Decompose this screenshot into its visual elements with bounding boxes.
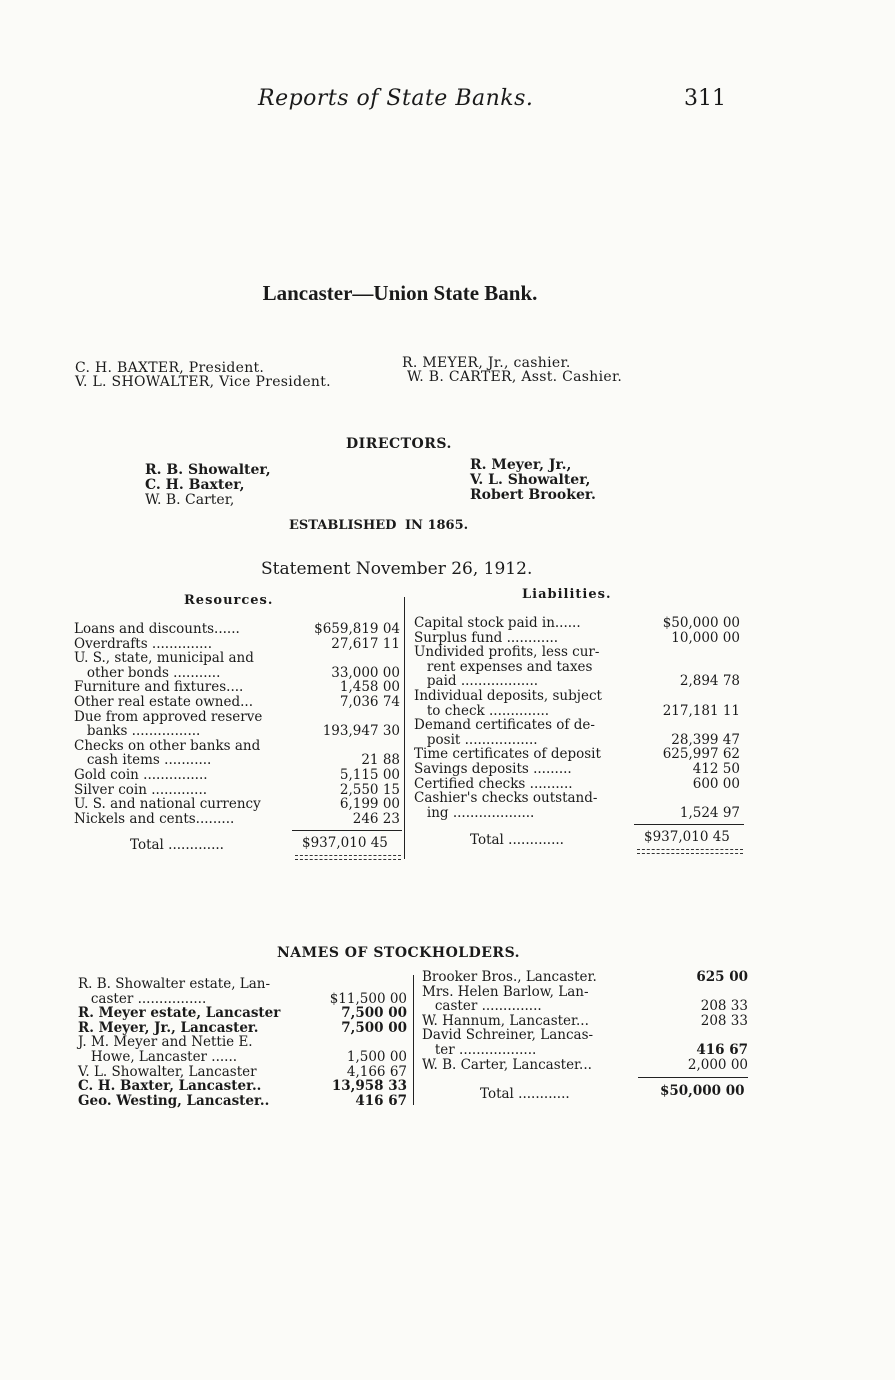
amount-cell: 5,115 00	[339, 766, 400, 783]
label-cell: J. M. Meyer and Nettie E.	[78, 1034, 253, 1051]
established-line	[289, 518, 468, 533]
stockholder-row	[78, 977, 409, 992]
label-cell: Overdrafts ..............	[74, 635, 212, 652]
stockholders-total-amount: $50,000 00	[660, 1083, 745, 1099]
stockholder-row	[422, 999, 752, 1014]
amount-cell: 217,181 11	[662, 702, 740, 719]
amount-cell: 13,958 33	[331, 1078, 407, 1095]
amount-cell: 4,166 67	[346, 1063, 407, 1080]
label-cell: W. B. Carter, Lancaster...	[422, 1056, 592, 1073]
resources-sum-rule	[292, 830, 402, 831]
amount-cell: 6,199 00	[339, 796, 400, 813]
liabilities-total-double-rule	[637, 849, 743, 854]
amount-cell: 1,500 00	[346, 1048, 407, 1065]
amount-cell: 2,894 78	[679, 673, 740, 690]
stockholder-row	[422, 1028, 752, 1043]
amount-cell: 27,617 11	[331, 635, 400, 652]
amount-cell: 10,000 00	[671, 629, 740, 646]
liabilities-heading: Liabilities.	[522, 587, 612, 602]
resource-row	[74, 695, 404, 710]
amount-cell: 21 88	[361, 752, 400, 769]
amount-cell: 208 33	[700, 1012, 748, 1029]
label-cell: R. Meyer estate, Lancaster	[78, 1005, 281, 1022]
label-cell: Checks on other banks and	[74, 737, 261, 754]
label-cell: Certified checks ..........	[414, 775, 573, 792]
resource-row	[74, 724, 404, 739]
resource-row	[74, 680, 404, 695]
stockholder-row	[78, 1065, 409, 1080]
label-cell: Nickels and cents.........	[74, 810, 235, 827]
label-cell: Undivided profits, less cur-	[414, 644, 600, 661]
liability-row	[414, 616, 744, 631]
liabilities-sum-rule	[634, 824, 744, 825]
resources-total-double-rule	[295, 855, 401, 860]
label-cell: Brooker Bros., Lancaster.	[422, 969, 597, 985]
label-cell: to check ..............	[414, 702, 550, 719]
stockholder-row	[422, 985, 752, 1000]
liability-row	[414, 674, 744, 689]
label-cell: Silver coin .............	[74, 781, 208, 798]
liability-row	[414, 645, 744, 660]
label-cell: Mrs. Helen Barlow, Lan-	[422, 983, 589, 1000]
label-cell: banks ................	[74, 723, 201, 740]
directors-heading: DIRECTORS.	[346, 436, 452, 452]
stockholder-row	[422, 1043, 752, 1058]
director-item: W. B. Carter,	[145, 492, 235, 508]
liability-row	[414, 762, 744, 777]
stockholders-divider	[413, 975, 414, 1105]
liability-row	[414, 806, 744, 821]
director-item: R. Meyer, Jr.,	[470, 457, 572, 473]
label-cell: V. L. Showalter, Lancaster	[78, 1063, 257, 1080]
label-cell: U. S., state, municipal and	[74, 650, 254, 667]
resource-row	[74, 768, 404, 783]
liability-row	[414, 791, 744, 806]
label-cell: Due from approved reserve	[74, 708, 263, 725]
amount-cell: 208 33	[700, 998, 748, 1015]
label-cell: rent expenses and taxes	[414, 658, 593, 675]
stockholders-sum-rule	[638, 1077, 748, 1078]
amount-cell: 2,000 00	[687, 1056, 748, 1073]
label-cell: ing ...................	[414, 804, 535, 821]
label-cell: Demand certificates of de-	[414, 717, 595, 734]
label-cell: Howe, Lancaster ......	[78, 1048, 238, 1065]
label-cell: cash items ...........	[74, 752, 212, 769]
label-cell: Capital stock paid in......	[414, 615, 581, 631]
resource-row	[74, 710, 404, 725]
resources-total-label: Total .............	[130, 837, 224, 853]
officer-vice-president: V. L. SHOWALTER, Vice President.	[75, 374, 331, 390]
stockholders-right-table	[422, 970, 752, 1072]
page-number: 311	[684, 86, 726, 111]
amount-cell: 1,524 97	[679, 804, 740, 821]
stockholder-row	[78, 1079, 409, 1094]
stockholder-row	[78, 1094, 409, 1109]
liability-row	[414, 718, 744, 733]
amount-cell: 416 67	[696, 1041, 748, 1058]
amount-cell: 625 00	[696, 969, 748, 985]
label-cell: Individual deposits, subject	[414, 687, 602, 704]
officer-asst-cashier: W. B. CARTER, Asst. Cashier.	[407, 369, 623, 385]
label-cell: Geo. Westing, Lancaster..	[78, 1092, 270, 1109]
resource-row	[74, 783, 404, 798]
resource-row	[74, 753, 404, 768]
label-cell: Savings deposits .........	[414, 760, 572, 777]
amount-cell: 7,500 00	[341, 1005, 407, 1022]
officers-right	[402, 356, 622, 384]
amount-cell: 246 23	[352, 810, 400, 827]
resource-row	[74, 797, 404, 812]
officers-left	[75, 361, 331, 389]
liabilities-table	[414, 616, 744, 820]
amount-cell: 7,036 74	[339, 693, 400, 710]
label-cell: Cashier's checks outstand-	[414, 790, 598, 807]
liability-row	[414, 733, 744, 748]
amount-cell: $659,819 04	[314, 621, 400, 637]
amount-cell: 193,947 30	[322, 723, 400, 740]
label-cell: Furniture and fixtures....	[74, 679, 244, 696]
established-year: IN 1865.	[404, 518, 469, 533]
label-cell: C. H. Baxter, Lancaster..	[78, 1078, 262, 1095]
label-cell: David Schreiner, Lancas-	[422, 1027, 594, 1044]
liabilities-total-label: Total .............	[470, 832, 564, 848]
resource-row	[74, 622, 404, 637]
stockholder-row	[422, 970, 752, 985]
label-cell: caster ..............	[422, 998, 542, 1015]
amount-cell: 33,000 00	[331, 664, 400, 681]
director-item: C. H. Baxter,	[145, 477, 245, 493]
column-divider	[404, 597, 405, 859]
label-cell: R. Meyer, Jr., Lancaster.	[78, 1019, 259, 1036]
label-cell: ter ..................	[422, 1041, 537, 1058]
amount-cell: 28,399 47	[671, 731, 740, 748]
amount-cell: 7,500 00	[341, 1019, 407, 1036]
established-label: ESTABLISHED	[289, 518, 397, 533]
stockholders-heading: NAMES OF STOCKHOLDERS.	[277, 945, 521, 961]
label-cell: paid ..................	[414, 673, 539, 690]
amount-cell: 416 67	[355, 1092, 407, 1109]
label-cell: R. B. Showalter estate, Lan-	[78, 976, 271, 992]
resource-row	[74, 666, 404, 681]
amount-cell: $11,500 00	[329, 990, 407, 1007]
liabilities-total-amount: $937,010 45	[644, 829, 730, 845]
stockholder-row	[78, 1006, 409, 1021]
amount-cell: 412 50	[692, 760, 740, 777]
stockholder-row	[78, 1050, 409, 1065]
statement-date: Statement November 26, 1912.	[261, 559, 533, 579]
label-cell: Gold coin ...............	[74, 766, 208, 783]
label-cell: other bonds ...........	[74, 664, 221, 681]
resource-row	[74, 651, 404, 666]
stockholder-row	[422, 1014, 752, 1029]
amount-cell: $50,000 00	[662, 615, 740, 631]
stockholder-row	[78, 992, 409, 1007]
director-item: R. B. Showalter,	[145, 462, 271, 478]
stockholder-row	[422, 1058, 752, 1073]
running-title: Reports of State Banks.	[258, 86, 534, 111]
resource-row	[74, 812, 404, 827]
amount-cell: 1,458 00	[339, 679, 400, 696]
director-item: Robert Brooker.	[470, 487, 596, 503]
director-item: V. L. Showalter,	[470, 472, 591, 488]
label-cell: Surplus fund ............	[414, 629, 559, 646]
bank-title: Lancaster—Union State Bank.	[262, 281, 538, 305]
label-cell: caster ................	[78, 990, 207, 1007]
amount-cell: 625,997 62	[662, 746, 740, 763]
label-cell: W. Hannum, Lancaster...	[422, 1012, 589, 1029]
label-cell: U. S. and national currency	[74, 796, 261, 813]
stockholders-left-table	[78, 977, 409, 1108]
label-cell: posit .................	[414, 731, 538, 748]
resources-total-amount: $937,010 45	[302, 835, 388, 851]
officer-cashier: R. MEYER, Jr., cashier.	[402, 355, 571, 371]
label-cell: Loans and discounts......	[74, 621, 240, 637]
officer-president: C. H. BAXTER, President.	[75, 360, 265, 376]
directors-left	[145, 463, 271, 508]
liability-row	[414, 777, 744, 792]
liability-row	[414, 747, 744, 762]
resource-row	[74, 637, 404, 652]
resources-heading: Resources.	[184, 593, 274, 608]
liability-row	[414, 660, 744, 675]
stockholder-row	[78, 1021, 409, 1036]
resources-table	[74, 622, 404, 826]
liability-row	[414, 631, 744, 646]
directors-right	[470, 458, 596, 503]
liability-row	[414, 689, 744, 704]
resource-row	[74, 739, 404, 754]
stockholder-row	[78, 1035, 409, 1050]
label-cell: Time certificates of deposit	[414, 746, 601, 763]
amount-cell: 600 00	[692, 775, 740, 792]
amount-cell: 2,550 15	[339, 781, 400, 798]
stockholders-total-label: Total ............	[480, 1086, 570, 1102]
label-cell: Other real estate owned...	[74, 693, 254, 710]
liability-row	[414, 704, 744, 719]
